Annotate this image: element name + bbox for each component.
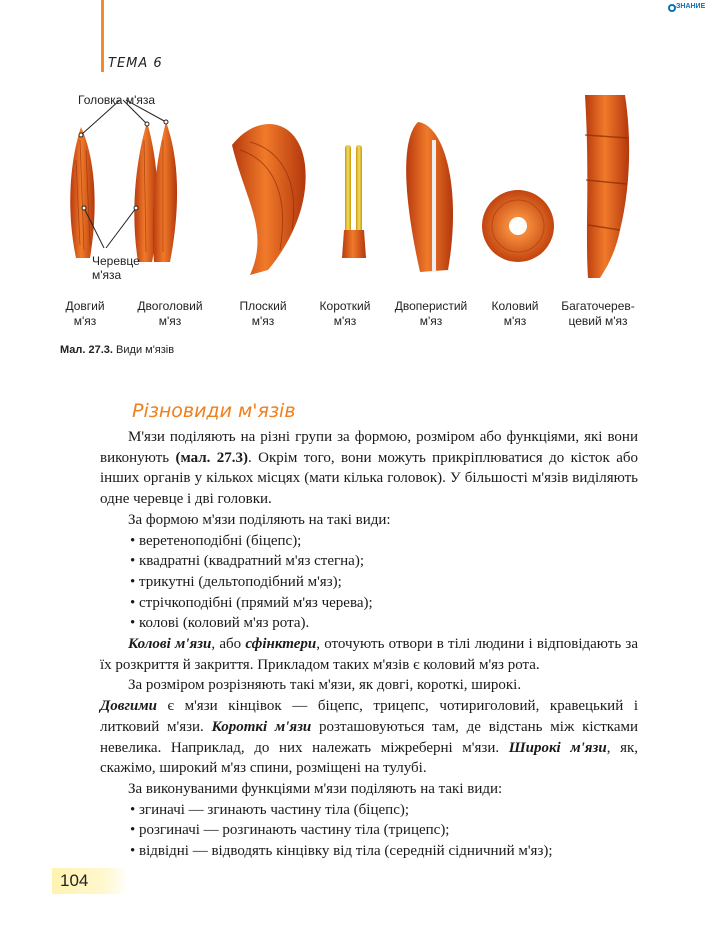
belly-label: Черевце м'яза — [92, 254, 140, 282]
figure-caption: Мал. 27.3. Види м'язів — [60, 344, 175, 356]
muscle-label-long: Довгий м'яз — [65, 299, 105, 328]
list-item: • стрічкоподібні (прямий м'яз черева); — [130, 594, 373, 611]
list-item: • квадратні (квадратний м'яз стегна); — [130, 553, 364, 570]
paragraph: За виконуваними функціями м'язи поділяють на такі види: — [128, 780, 503, 797]
muscle-label-biceps: Двоголовий м'яз — [137, 299, 203, 328]
topic-title: ТЕМА 6 — [108, 56, 163, 71]
section-heading: Різновиди м'язів — [132, 400, 296, 422]
paragraph: За формою м'язи поділяють на такі види: — [128, 511, 391, 528]
body-text — [100, 427, 638, 862]
page-number: 104 — [60, 871, 89, 890]
muscle-label-bipennate: Двоперистий м'яз — [394, 299, 468, 328]
muscle-label-short: Короткий м'яз — [319, 299, 371, 328]
paragraph: М'язи поділяють на різні групи за формою, розміром або функціями, які вони виконують (мал. 27.3). Окрім того, вони можуть прикріплюватися до кісток або інших органів у кількох місцях (мати кілька головок). У більшості м'язів виділяють одне черевце і дві головки. — [100, 429, 639, 508]
flat-muscle-image — [232, 124, 306, 275]
paragraph: Колові м'язи, або сфінктери, оточують отвори в тілі людини і відповідають за їх розкриття й закриття. Прикладом таких м'язів є коловий м'яз рота. — [100, 636, 638, 673]
multibelly-muscle-image — [585, 95, 629, 278]
paragraph: За розміром розрізняють такі м'язи, як довгі, короткі, широкі. — [128, 677, 522, 694]
page-number-box — [52, 868, 128, 894]
head-label: Головка м'яза — [78, 93, 156, 107]
list-item: • веретеноподібні (біцепс); — [130, 532, 302, 549]
long-muscle-image — [70, 127, 94, 258]
bipennate-muscle-image — [406, 122, 453, 272]
muscle-label-multibelly: Багаточерев- цевий м'яз — [561, 299, 635, 328]
biceps-muscle-image — [134, 122, 177, 262]
muscle-label-flat: Плоский м'яз — [239, 299, 287, 328]
list-item: • розгиначі — розгинають частину тіла (трицепс); — [130, 822, 450, 839]
muscle-label-circular: Коловий м'яз — [491, 299, 539, 328]
topic-accent-bar — [101, 0, 104, 72]
list-item: • згиначі — згинають частину тіла (біцепс); — [130, 801, 410, 818]
paragraph: Довгими є м'язи кінцівок — біцепс, трицепс, чотириголовий, кравецький і литковий м'язи. Короткі м'язи розташовуються там, де відстань між кістками невелика. Наприклад, до них належать міжреберні м'язи. Широкі м'язи, як, скажімо, широкий м'яз спини, розміщені на тулубі. — [100, 698, 639, 777]
circular-muscle-image — [482, 190, 554, 262]
list-item: • трикутні (дельтоподібний м'яз); — [130, 573, 342, 590]
short-muscle-image — [342, 145, 366, 258]
list-item: • відвідні — відводять кінцівку від тіла (середній сідничний м'яз); — [130, 843, 553, 860]
list-item: • колові (коловий м'яз рота). — [130, 615, 310, 632]
publisher-logo-text: ЗНАНИЕ — [676, 3, 705, 10]
